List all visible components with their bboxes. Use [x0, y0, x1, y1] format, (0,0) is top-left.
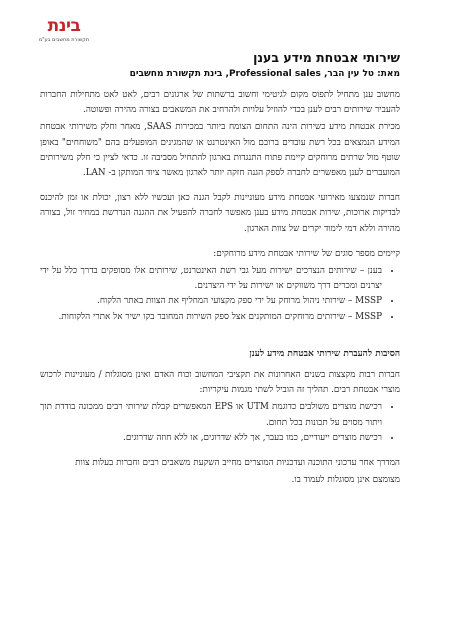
paragraph-service-types-intro: קיימים מספר סוגים של שירותי אבטחת מידע מרוחקים:: [213, 248, 400, 259]
list-item: • MSSP – שירותי ניהול מרוחק על ידי ספק מקצועי המחליף את הצוות באתר הלקוח.: [40, 294, 382, 309]
section-heading: הסיבות להעברת שירותי אבטחת מידע לענן: [249, 348, 400, 359]
list-item: • בענן – שירותים הנצרכים ישירות מעל גבי רשת האינטרנט, שירותים אלו מסופקים בדרך כלל על ידי יצרנים ומכרים דרך משווקים או ישירות על ידי היצרנים.: [40, 264, 382, 294]
logo-tagline: תקשורת מחשבים בע"מ: [38, 37, 90, 43]
paragraph-budget: חברות רבות מקצצות בשנים האחרונות את תקציבי המחשוב וכוח האדם ואינן מסוגלות / מעוניינות לרכוש מוצרי אבטחת רבים. תהליך זה הוביל לשתי מגמות עיקריות:: [40, 370, 400, 396]
document-title: שירותי אבטחת מידע בענן: [253, 50, 400, 65]
paragraph-updates-end: מצומצם אינן מסוגלות לעמוד בו.: [291, 475, 400, 486]
trends-list: [40, 400, 400, 446]
paragraph-intro: מחשוב ענן מתחיל לתפוס מקום לגיטימי וחשוב ברשתות של ארגונים רבים, לאט לאט מתחילות החברות להעביר שירותים רבים לענן בכדי להוזיל עלויות ולהרחיב את המשאבים בצורה מהירה ופשוטה.: [40, 90, 400, 116]
document-body: [40, 88, 400, 488]
author-line: מאת: טל עין הבר, Professional sales, בינת תקשורת מחשבים: [129, 69, 400, 79]
logo-wordmark: בינת: [47, 16, 81, 36]
list-item: • רכישת מוצרים ייעודיים, כמו בעבר, אך ללא שדרוגים, או ללא חוזה שדרוגים.: [40, 431, 382, 446]
list-item: • רכישת מוצרים משולבים כדוגמת UTM או EPS המאפשרים קבלת שירותי רבים ממכונה בודדת תוך ויתור מסוים על תכונות בכל תחום.: [40, 400, 382, 430]
paragraph-companies: חברות שנמצעו מאירועי אבטחת מידע מעוניינות לקבל הגנה כאן ועכשיו ללא רצון, יכולת או זמן להיכנס לבדיקות ארוכות, שירות אבטחת מידע בענן מאפשר לחברה להפעיל את ההגנה הנדרשת במחיר זול, בצורה מהירה וללא דמי לימוד יקרים של צוות הארגון.: [40, 193, 400, 234]
company-logo: [29, 18, 99, 43]
service-types-list: [40, 264, 400, 325]
paragraph-saas: מכירת אבטחת מידע כשירות הינה התחום הצומח ביותר במכירות SAAS, מאחר וחלק משירותי אבטחת המידע הנמצאים בכל רשת עובדים ברובם מול האינטרנט או שהמגינים המופעלים בהם "משוחחים" באופן שוטף מול שרתים מרוחקים קיימת פתוח התנגדות בארגון להתחיל מסביבה זו. כדאי לציין כי חלק משירותים המועברים לענן מאפשרים לחברה לספק הגנה חזקה יותר לארגון מאשר ציוד המותקן ב- LAN.: [40, 122, 400, 179]
paragraph-updates: המדרך אחר עדכוני התוכנה ועדכניות המוצרים מחייב השקעת משאבים רבים וחברות בעלות צוות: [75, 458, 400, 469]
list-item: • MSSP – שירותים מרוחקים המותקנים אצל ספק השירות המחובר בקו ישיר אל אתרי הלקוחות.: [40, 310, 382, 325]
